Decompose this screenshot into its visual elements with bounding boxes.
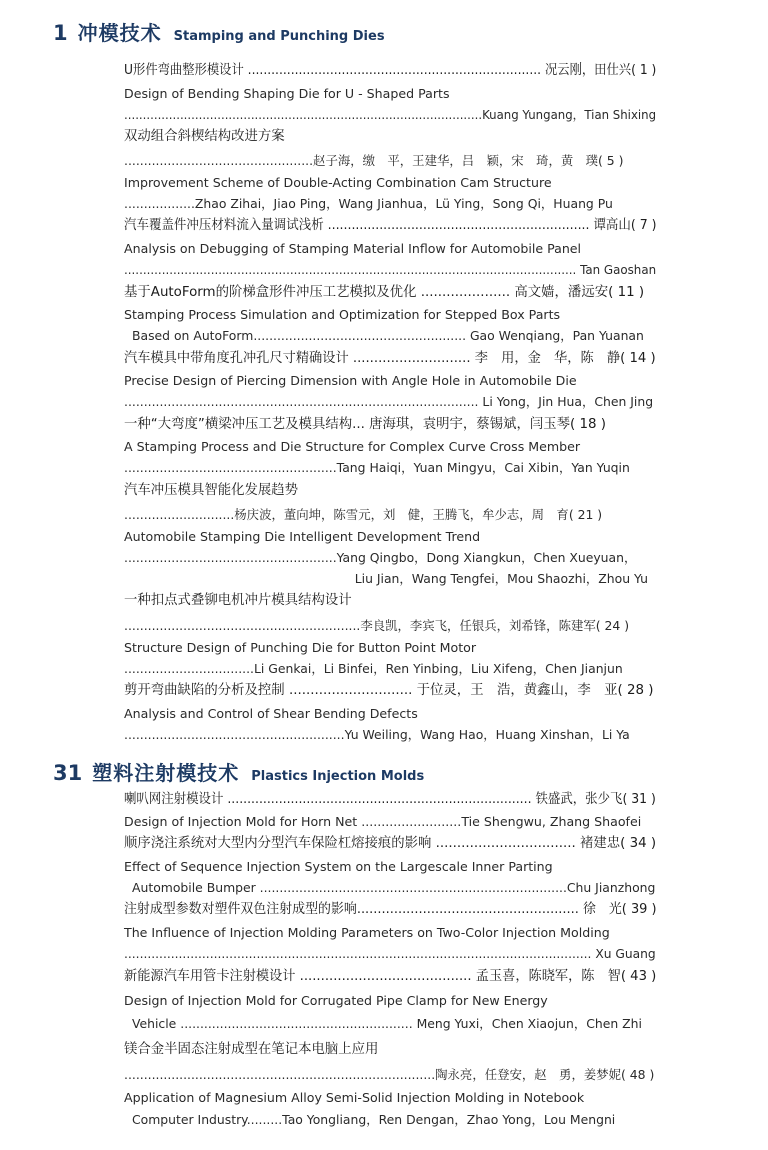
section-header [53, 17, 385, 46]
toc-line[interactable]: 汽车冲压模具智能化发展趋势 [124, 483, 299, 498]
toc-line[interactable]: The Influence of Injection Molding Parameters on Two-Color Injection Molding [124, 925, 610, 940]
toc-line: Computer Industry.........Tao Yongliang，Ren Dengan，Zhao Yong，Lou Mengni [132, 1112, 616, 1127]
toc-line: Based on AutoForm...................................................... Gao Wenqiang，Pan Yuanan [132, 328, 644, 343]
toc-line: ........................................................................................................................ Tan Gaoshan [124, 262, 657, 277]
toc-line[interactable]: Design of Injection Mold for Corrugated Pipe Clamp for New Energy [124, 993, 548, 1008]
toc-line: ......................................................Yang Qingbo，Dong Xiangkun，Chen Xueyuan， [124, 550, 637, 565]
toc-line[interactable]: 基于AutoForm的阶梯盒形件冲压工艺模拟及优化 ..................... 高文嫱，潘远安( 11 ) [124, 285, 645, 300]
section-title-cn: 塑料注射模技术 [92, 761, 240, 785]
toc-line: ................................................赵子海，缴 平，王建华，吕 颖，宋 琦，黄 璞( 5 ) [124, 153, 624, 168]
toc-line[interactable]: Structure Design of Punching Die for Button Point Motor [124, 640, 477, 655]
toc-line[interactable]: U形件弯曲整形模设计 ........................................................................... 况云刚，田仕兴( 1 ) [124, 63, 657, 78]
toc-line: ............................................................李良凯，李宾飞，任银兵，刘希锋，陈建军( 24 ) [124, 618, 630, 633]
toc-line[interactable]: Precise Design of Piercing Dimension with Angle Hole in Automobile Die [124, 373, 577, 388]
toc-line[interactable]: 剪开弯曲缺陷的分析及控制 ............................. 于位灵，王 浩，黄鑫山，李 亚( 28 ) [124, 683, 654, 698]
toc-line[interactable]: Design of Bending Shaping Die for U - Shaped Parts [124, 86, 450, 101]
toc-line: ............................杨庆波，董向坤，陈雪元，刘 健，王腾飞，牟少志，周 育( 21 ) [124, 507, 603, 522]
toc-line: Automobile Bumper ..............................................................................Chu Jianzhong [132, 880, 656, 895]
section-title-en: Stamping and Punching Dies [173, 29, 385, 44]
toc-line: .................................Li Genkai，Li Binfei，Ren Yinbing，Liu Xifeng，Chen Jianjun [124, 661, 623, 676]
toc-line[interactable]: 汽车模具中带角度孔冲孔尺寸精确设计 ............................ 李 用，金 华，陈 静( 14 ) [124, 351, 656, 366]
section-number: 31 [53, 761, 83, 785]
toc-line[interactable]: 一种“大弯度”横梁冲压工艺及模具结构... 唐海琪，袁明宇，蔡锡斌，闫玉琴( 18 ) [124, 417, 607, 432]
toc-line[interactable]: Design of Injection Mold for Horn Net .........................Tie Shengwu, Zhang Shaofei [124, 814, 642, 829]
toc-line[interactable]: A Stamping Process and Die Structure for Complex Curve Cross Member [124, 439, 581, 454]
toc-line: ......................................................Tang Haiqi，Yuan Mingyu，Cai Xibin，Yan Yuqin [124, 460, 630, 475]
toc-line[interactable]: 喇叭网注射模设计 ............................................................................. 铁盛武，张少飞( 31 ) [124, 792, 656, 807]
toc-line[interactable]: Effect of Sequence Injection System on the Largescale Inner Parting [124, 859, 553, 874]
toc-line: ..................Zhao Zihai，Jiao Ping，Wang Jianhua，Lü Ying，Song Qi，Huang Pu [124, 196, 613, 211]
toc-line[interactable]: 顺序浇注系统对大型内分型汽车保险杠熔接痕的影响 ................................. 褚建忠( 34 ) [124, 836, 657, 851]
toc-line: Vehicle ........................................................... Meng Yuxi，Chen Xiaojun，Chen Zhi [132, 1016, 642, 1031]
toc-line[interactable]: 注射成型参数对塑件双色注射成型的影响...................................................... 徐 光( 39 ) [124, 902, 657, 917]
section-title-cn: 冲模技术 [77, 21, 162, 45]
section-title-en: Plastics Injection Molds [251, 769, 425, 784]
toc-line[interactable]: 双动组合斜楔结构改进方案 [124, 129, 285, 144]
toc-line[interactable]: Stamping Process Simulation and Optimization for Stepped Box Parts [124, 307, 561, 322]
toc-line[interactable]: 汽车覆盖件冲压材料流入量调试浅析 .................................................................. 谭高山( 7 ) [124, 218, 657, 233]
toc-line[interactable]: Analysis and Control of Shear Bending Defects [124, 706, 418, 721]
toc-line: ................................................................................................Kuang Yungang，Tian Shixing [124, 107, 657, 122]
section-header [53, 757, 424, 786]
toc-line: ........................................................Yu Weiling，Wang Hao，Huang Xinshan，Li Ya [124, 727, 630, 742]
toc-line[interactable]: Improvement Scheme of Double-Acting Combination Cam Structure [124, 175, 552, 190]
toc-line[interactable]: 镁合金半固态注射成型在笔记本电脑上应用 [124, 1042, 379, 1057]
toc-line: .......................................................................................... Li Yong，Jin Hua，Chen Jing [124, 394, 654, 409]
toc-line: ........................................................................................................................ Xu Guang [124, 946, 656, 961]
toc-line[interactable]: 一种扣点式叠铆电机冲片模具结构设计 [124, 593, 352, 608]
toc-line[interactable]: Automobile Stamping Die Intelligent Development Trend [124, 529, 481, 544]
toc-line[interactable]: Application of Magnesium Alloy Semi-Solid Injection Molding in Notebook [124, 1090, 585, 1105]
toc-line[interactable]: Analysis on Debugging of Stamping Material Inflow for Automobile Panel [124, 241, 582, 256]
toc-line[interactable]: 新能源汽车用管卡注射模设计 ......................................... 孟玉喜，陈晓军，陈 智( 43 ) [124, 969, 657, 984]
section-number: 1 [53, 21, 68, 45]
toc-line: ...............................................................................陶永亮，任登安，赵 勇，姜梦妮( 48 ) [124, 1067, 655, 1082]
toc-line: Liu Jian，Wang Tengfei，Mou Shaozhi，Zhou Yu [354, 571, 648, 586]
